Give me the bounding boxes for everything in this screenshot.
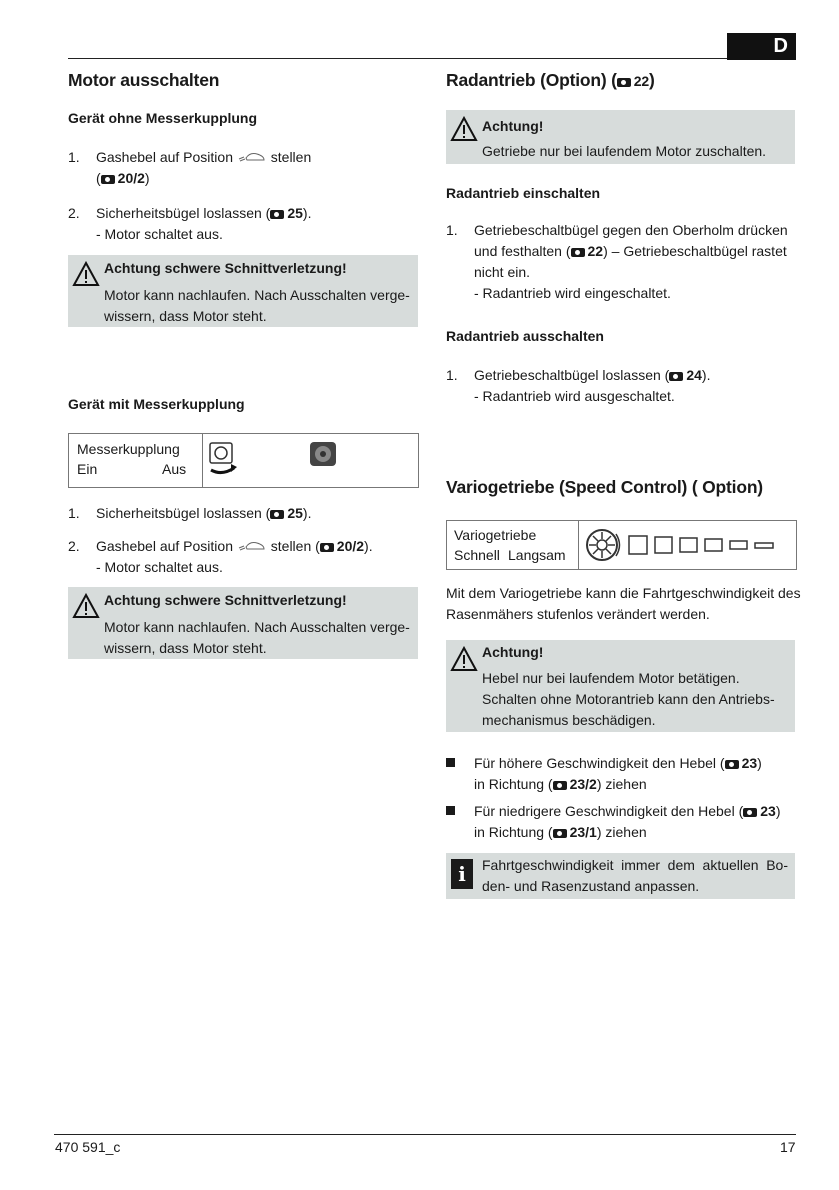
- list-item: Für höhere Geschwindigkeit den Hebel ( 23) in Richtung ( 23/2) ziehen: [446, 753, 796, 795]
- clutch-label: Messerkupplung: [77, 441, 180, 457]
- warning-text: Getriebe nur bei laufendem Motor zuschalten.: [482, 143, 767, 159]
- section-title-motor: Motor ausschalten: [68, 70, 220, 90]
- info-icon: i: [451, 859, 473, 889]
- step-list-2: [68, 503, 418, 578]
- camera-icon: [725, 760, 739, 769]
- clutch-off: Aus: [162, 461, 187, 477]
- clutch-table: [68, 433, 419, 488]
- step-list-1: [68, 147, 418, 245]
- clutch-engage-icon: [207, 440, 243, 480]
- header-rule: [68, 58, 727, 59]
- camera-icon: [553, 829, 567, 838]
- vario-slow: Langsam: [508, 547, 566, 563]
- step-item: 2. Gashebel auf Position stellen ( 20/2). - Motor schaltet aus.: [68, 538, 373, 575]
- warning-box-4: [446, 640, 795, 732]
- subheading-wheel-off: Radantrieb ausschalten: [446, 328, 604, 344]
- language-tab: D: [727, 33, 796, 60]
- list-item: Für niedrigere Geschwindigkeit den Hebel ( 23) in Richtung ( 23/1) ziehen: [446, 801, 796, 843]
- subheading-with-clutch: Gerät mit Messerkupplung: [68, 396, 245, 412]
- camera-icon: [320, 543, 334, 552]
- bullet-square-icon: [446, 806, 455, 815]
- vario-paragraph: Mit dem Variogetriebe kann die Fahrtgeschwindigkeit des Rasenmähers stufenlos verändert werden.: [446, 585, 801, 622]
- info-text: Fahrtgeschwindigkeit immer dem aktuellen Bo- den- und Rasenzustand anpassen.: [482, 857, 788, 894]
- warning-triangle-icon: [72, 593, 100, 619]
- clutch-on: Ein: [77, 461, 98, 477]
- warning-title: Achtung schwere Schnittverletzung!: [104, 592, 347, 608]
- vario-fast: Schnell: [454, 547, 500, 563]
- warning-triangle-icon: [72, 261, 100, 287]
- page-number: 17: [780, 1139, 796, 1155]
- subheading-wheel-on: Radantrieb einschalten: [446, 185, 601, 201]
- camera-icon: [270, 510, 284, 519]
- camera-icon: [617, 78, 631, 87]
- bullet-square-icon: [446, 758, 455, 767]
- bullet-list: [446, 753, 796, 843]
- camera-icon: [553, 781, 567, 790]
- speed-scale-icon: [583, 526, 789, 564]
- hare-icon: [237, 540, 267, 552]
- warning-triangle-icon: [450, 646, 478, 672]
- step-item: 1. Sicherheitsbügel loslassen ( 25).: [68, 505, 312, 521]
- section-title-wheel-drive: Radantrieb (Option) ( 22): [446, 70, 655, 90]
- warning-title: Achtung!: [482, 644, 544, 660]
- warning-box-1: [68, 255, 418, 327]
- step-wheel-on: 1. Getriebeschaltbügel gegen den Oberholm drücken und festhalten ( 22) – Getriebeschaltbügel rastet nicht ein. - Radantrieb wird eingeschaltet.: [446, 222, 788, 301]
- camera-icon: [669, 372, 683, 381]
- camera-icon: [270, 210, 284, 219]
- hare-icon: [237, 151, 267, 163]
- step-wheel-off: 1. Getriebeschaltbügel loslassen ( 24). - Radantrieb wird ausgeschaltet.: [446, 367, 711, 404]
- step-item: 2. Sicherheitsbügel loslassen ( 25). - Motor schaltet aus.: [68, 205, 312, 242]
- camera-icon: [571, 248, 585, 257]
- warning-title: Achtung!: [482, 118, 544, 134]
- doc-number: 470 591_c: [55, 1139, 121, 1155]
- warning-box-2: [68, 587, 418, 659]
- step-item: 1. Gashebel auf Position stellen ( 20/2): [68, 149, 312, 186]
- warning-text: Motor kann nachlaufen. Nach Ausschalten verge- wissern, dass Motor steht.: [104, 619, 410, 656]
- clutch-disengaged-icon: [307, 440, 341, 470]
- warning-box-3: [446, 110, 795, 164]
- footer-rule: [54, 1134, 796, 1135]
- vario-label: Variogetriebe: [454, 527, 537, 543]
- subheading-no-clutch: Gerät ohne Messerkupplung: [68, 110, 258, 126]
- warning-text: Motor kann nachlaufen. Nach Ausschalten verge- wissern, dass Motor steht.: [104, 287, 410, 324]
- warning-title: Achtung schwere Schnittverletzung!: [104, 260, 347, 276]
- camera-icon: [101, 175, 115, 184]
- camera-icon: [743, 808, 757, 817]
- warning-triangle-icon: [450, 116, 478, 142]
- info-box: [446, 853, 795, 899]
- vario-table: [446, 520, 797, 570]
- section-title-vario: Variogetriebe (Speed Control) ( Option): [446, 477, 763, 497]
- warning-text: Hebel nur bei laufendem Motor betätigen. Schalten ohne Motorantrieb kann den Antriebs- mechanismus beschädigen.: [482, 670, 775, 728]
